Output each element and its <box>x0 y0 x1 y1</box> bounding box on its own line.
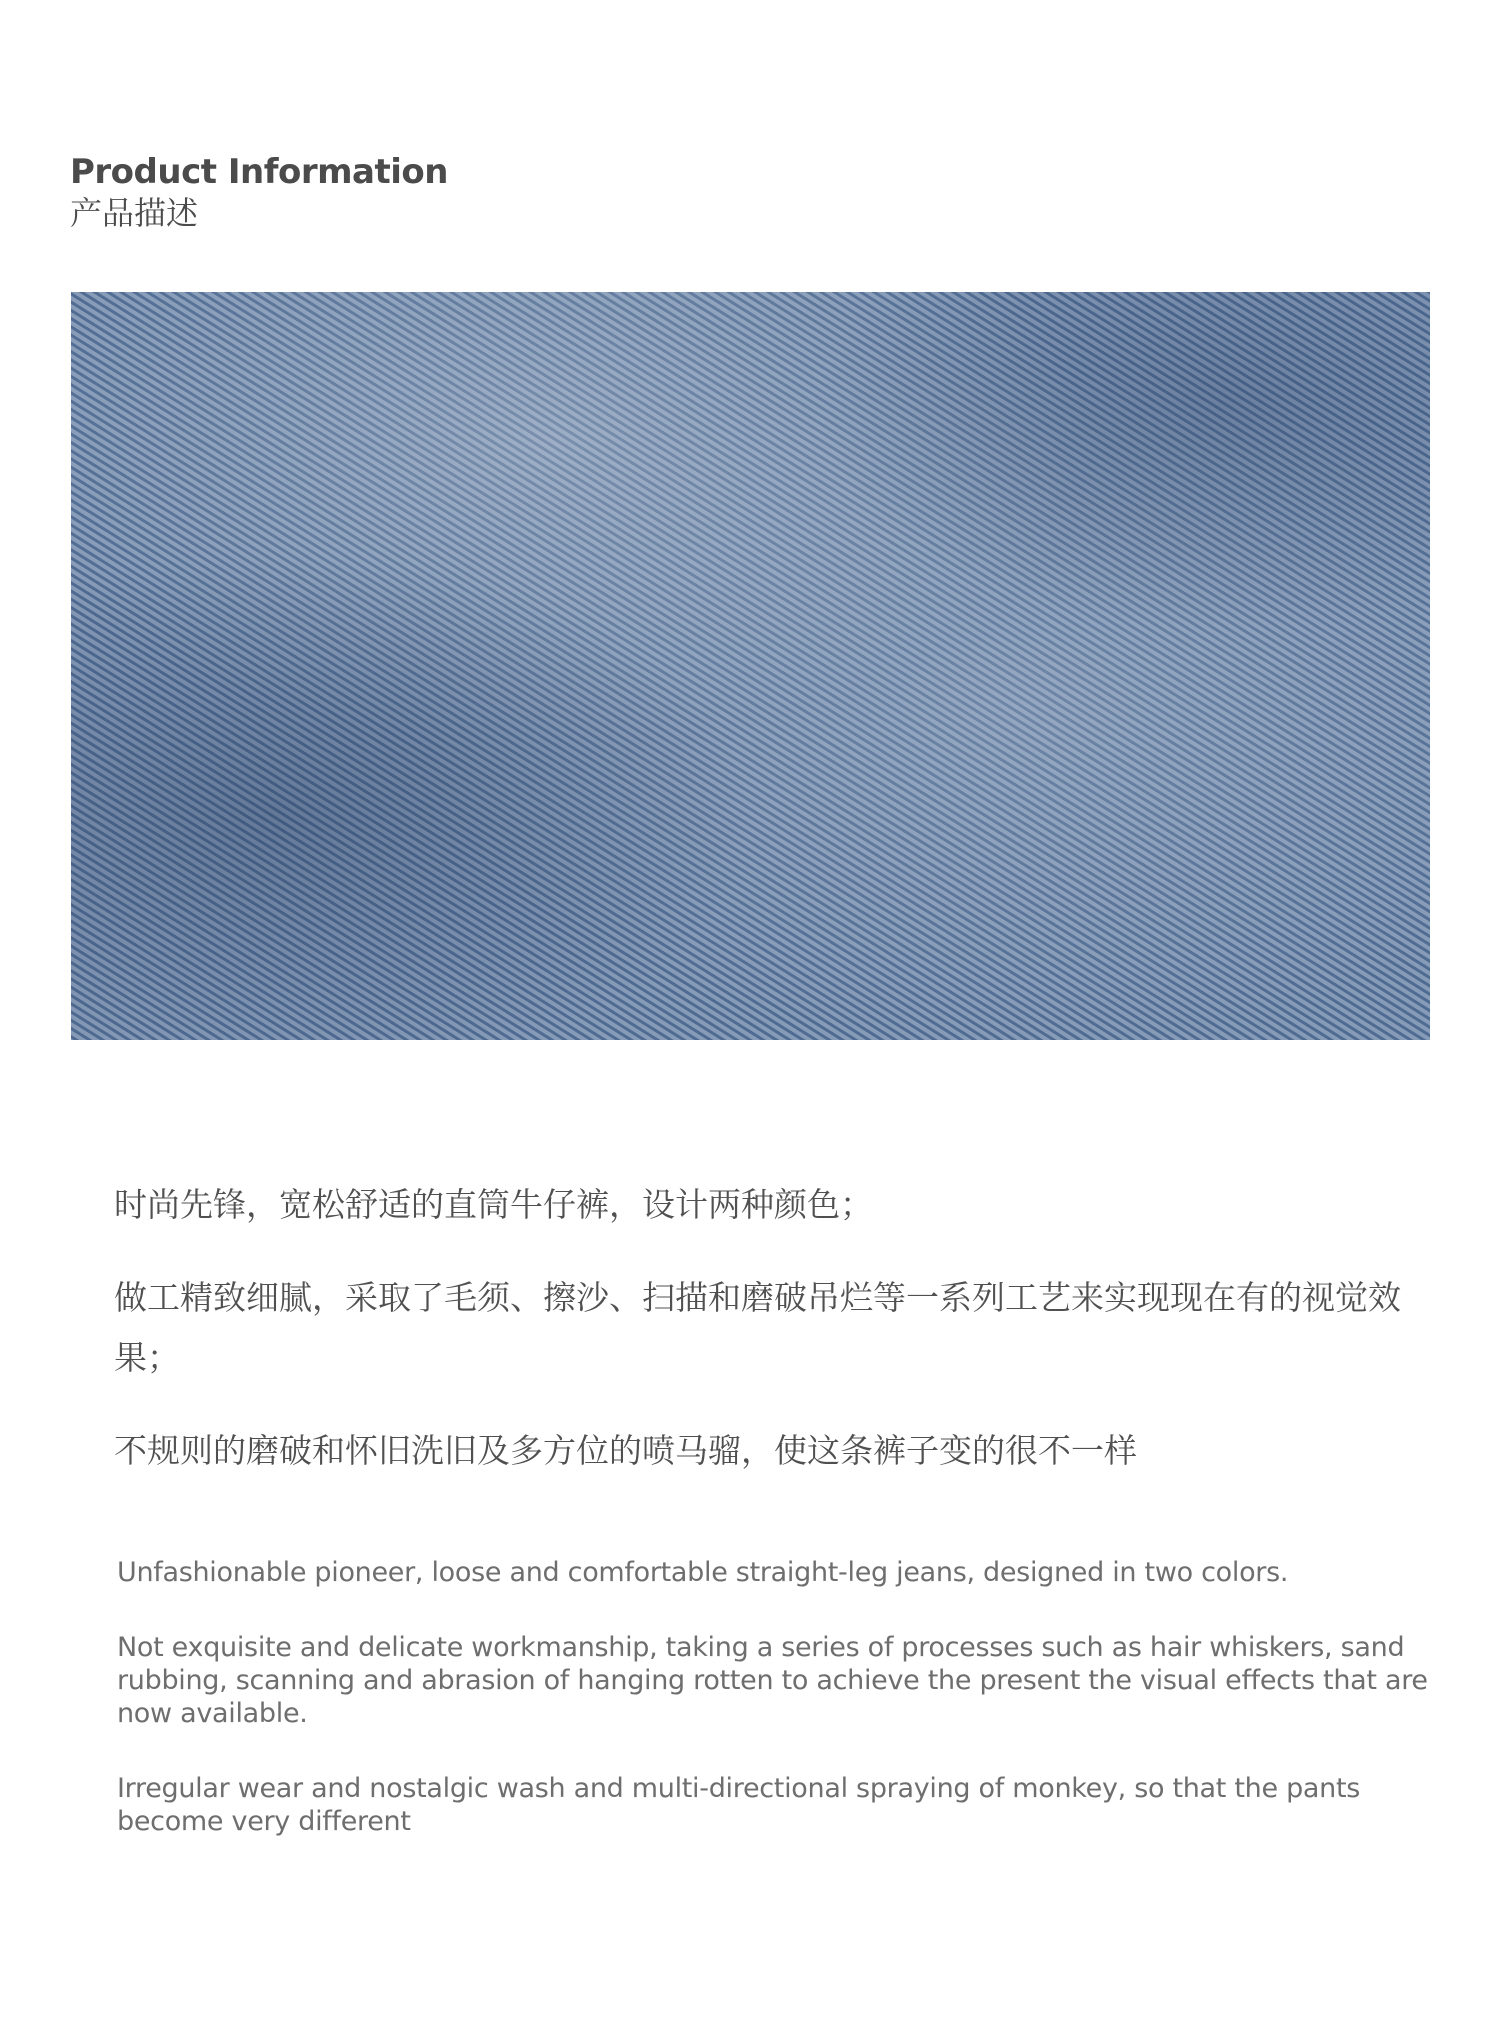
cn-paragraph-1: 时尚先锋，宽松舒适的直筒牛仔裤，设计两种颜色； <box>114 1185 873 1224</box>
en-paragraph-2: Not exquisite and delicate workmanship, taking a series of processes such as hair whiskers, sand rubbing, scanning and abrasion of hanging rotten to achieve the present the visual effects that are now available. <box>117 1632 1428 1729</box>
product-info-header <box>70 152 448 234</box>
description-english <box>117 1556 1437 1880</box>
cn-paragraph-2: 做工精致细腻，采取了毛须、擦沙、扫描和磨破吊烂等一系列工艺来实现现在有的视觉效果； <box>114 1278 1401 1377</box>
title-english: Product Information <box>70 152 448 192</box>
en-paragraph-3: Irregular wear and nostalgic wash and multi-directional spraying of monkey, so that the pants become very different <box>117 1773 1361 1837</box>
description-chinese <box>114 1175 1414 1514</box>
cn-paragraph-3: 不规则的磨破和怀旧洗旧及多方位的喷马骝，使这条裤子变的很不一样 <box>114 1431 1137 1470</box>
denim-fabric-texture-icon <box>71 292 1430 1040</box>
denim-fabric-image <box>71 292 1430 1040</box>
title-chinese: 产品描述 <box>70 193 199 232</box>
en-paragraph-1: Unfashionable pioneer, loose and comfortable straight-leg jeans, designed in two colors. <box>117 1557 1289 1588</box>
